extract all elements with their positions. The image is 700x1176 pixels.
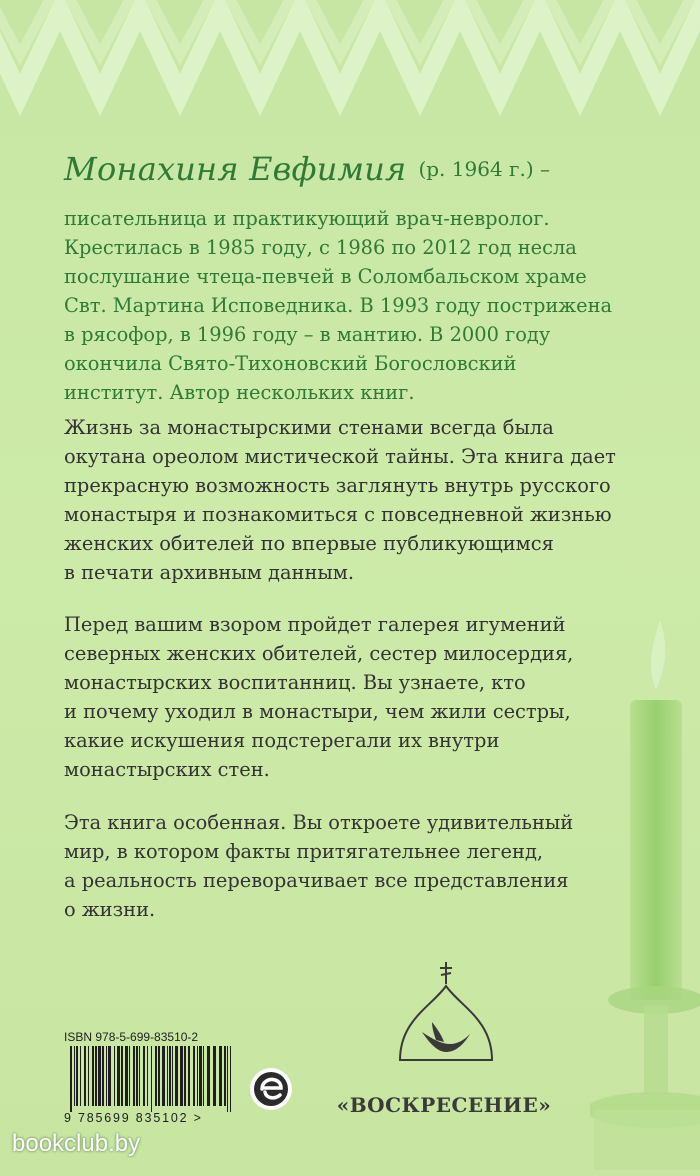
barcode-bar bbox=[172, 1046, 173, 1106]
cross-icon bbox=[440, 962, 452, 984]
barcode-bar bbox=[70, 1046, 72, 1112]
barcode-bar bbox=[197, 1046, 198, 1106]
barcode-bar bbox=[76, 1046, 78, 1106]
barcode-bar bbox=[133, 1046, 135, 1106]
barcode-bar bbox=[155, 1046, 157, 1106]
watermark-link[interactable]: bookclub.by bbox=[12, 1130, 141, 1157]
barcode-bar bbox=[224, 1046, 226, 1106]
barcode-bar bbox=[114, 1046, 115, 1106]
barcode-bar bbox=[92, 1046, 94, 1106]
barcode bbox=[64, 1046, 240, 1112]
barcode-bar bbox=[227, 1046, 228, 1112]
author-years: (р. 1964 г.) – bbox=[418, 157, 551, 181]
barcode-bar bbox=[167, 1046, 168, 1106]
barcode-bar bbox=[199, 1046, 202, 1106]
dove-icon bbox=[422, 1022, 470, 1052]
barcode-bar bbox=[184, 1046, 186, 1106]
barcode-number: 9 785699 835102 > bbox=[64, 1111, 203, 1125]
barcode-bar bbox=[98, 1046, 101, 1106]
barcode-bar bbox=[136, 1046, 138, 1106]
author-bio: писательница и практикующий врач-невролог. Крестилась в 1985 году, с 1986 по 2012 год несла послушание чтеца-певчей в Соломбальском храме Свт. Мартина Исповедника. В 1993 году пострижена в рясофор, в 1996 году – в мантию. В 2000 году окончила Свято-Тихоновский Богословский институт. Автор нескольких книг. bbox=[64, 207, 613, 404]
barcode-bar bbox=[143, 1046, 145, 1106]
barcode-bar bbox=[207, 1046, 210, 1106]
barcode-bar bbox=[88, 1046, 89, 1106]
barcode-bar bbox=[121, 1046, 123, 1106]
barcode-bar bbox=[188, 1046, 190, 1106]
barcode-bar bbox=[158, 1046, 160, 1106]
barcode-bar bbox=[219, 1046, 222, 1106]
barcode-bar bbox=[80, 1046, 81, 1106]
barcode-bar bbox=[108, 1046, 111, 1106]
description-paragraph: Эта книга особенная. Вы откроете удивительный мир, в котором факты притягательнее легенд, а реальность переворачивает все представления о жизни. bbox=[64, 811, 574, 921]
barcode-bar bbox=[84, 1046, 86, 1106]
author-line bbox=[64, 150, 664, 188]
isbn-label: ISBN 978-5-699-83510-2 bbox=[64, 1030, 199, 1044]
barcode-bar bbox=[106, 1046, 107, 1106]
barcode-bar bbox=[230, 1046, 231, 1112]
chevron-pattern bbox=[0, 0, 700, 120]
barcode-bar bbox=[102, 1046, 104, 1106]
isbn-barcode bbox=[64, 1030, 240, 1126]
description-paragraph: Перед вашим взором пройдет галерея игумений северных женских обителей, сестер милосердия, монастырских воспитанниц. Вы узнаете, кто и почему уходил в монастыри, чем жили сестры, какие искушения подстерегали их внутри монастырских стен. bbox=[64, 613, 574, 781]
barcode-bar bbox=[139, 1046, 140, 1106]
church-dome-icon bbox=[392, 960, 500, 1090]
barcode-bar bbox=[162, 1046, 165, 1106]
barcode-bar bbox=[193, 1046, 195, 1106]
barcode-bar bbox=[169, 1046, 171, 1106]
barcode-bar bbox=[175, 1046, 178, 1106]
eksmo-logo-icon bbox=[249, 1067, 293, 1111]
barcode-bar bbox=[147, 1046, 148, 1106]
publisher-name: «ВОСКРЕСЕНИЕ» bbox=[336, 1093, 552, 1117]
author-name: Монахиня Евфимия bbox=[64, 150, 407, 188]
barcode-bar bbox=[213, 1046, 216, 1106]
barcode-bar bbox=[117, 1046, 120, 1106]
barcode-bar bbox=[74, 1046, 75, 1106]
barcode-bar bbox=[203, 1046, 204, 1106]
description-paragraph: Жизнь за монастырскими стенами всегда была окутана ореолом мистической тайны. Эта книга дает прекрасную возможность заглянуть внутрь русского монастыря и познакомиться с повседневной жизнью женских обителей по впервые публикующимся в печати архивным данным. bbox=[64, 416, 616, 584]
barcode-bar bbox=[95, 1046, 97, 1106]
barcode-bar bbox=[151, 1046, 152, 1112]
barcode-bar bbox=[129, 1046, 130, 1106]
barcode-bar bbox=[180, 1046, 183, 1106]
barcode-bar bbox=[125, 1046, 128, 1106]
